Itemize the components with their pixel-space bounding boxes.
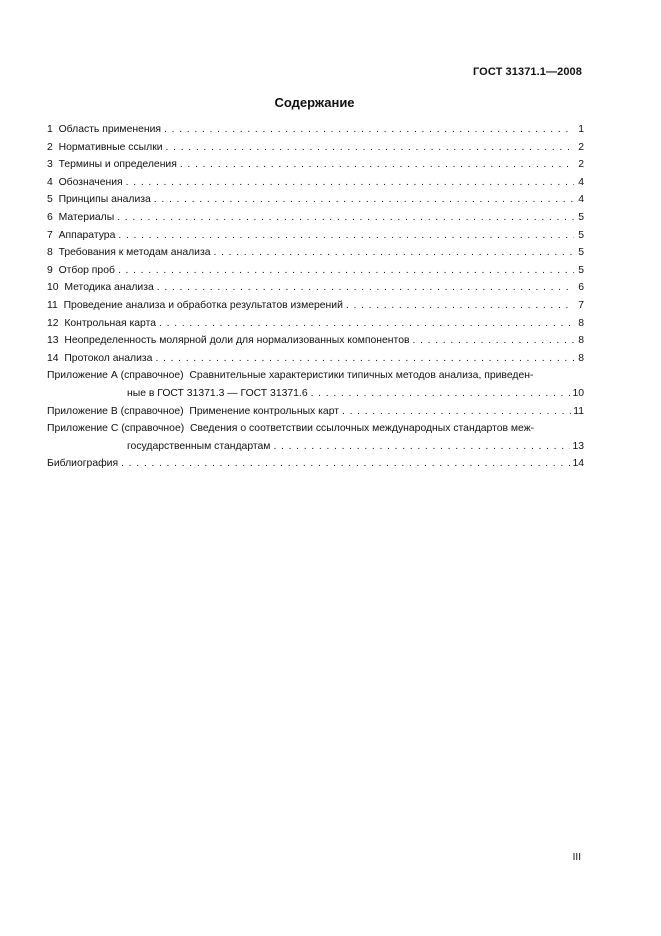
toc-entry-7[interactable]	[47, 227, 584, 245]
bibliography-title: Библиография	[47, 458, 119, 470]
toc-number: 9	[47, 264, 53, 276]
toc-page: 7	[578, 299, 584, 311]
leader-dots	[180, 156, 574, 174]
annex-title-line2: ные в ГОСТ 31371.3 — ГОСТ 31371.6	[127, 387, 308, 399]
toc-number: 7	[47, 229, 53, 241]
annex-title-line1: Применение контрольных карт	[189, 405, 339, 417]
leader-dots	[346, 297, 574, 315]
leader-dots	[121, 455, 570, 473]
leader-dots	[166, 139, 574, 157]
toc-entry-4[interactable]	[47, 174, 584, 192]
toc-number: 14	[47, 352, 59, 364]
leader-dots	[214, 244, 574, 262]
leader-dots	[117, 209, 574, 227]
annex-title-line1: Сведения о соответствии ссылочных международных стандартов меж-	[189, 423, 535, 435]
leader-dots	[311, 385, 571, 403]
toc-entry-13[interactable]	[47, 332, 584, 350]
toc-entry-2[interactable]	[47, 139, 584, 157]
leader-dots	[159, 315, 574, 333]
leader-dots	[413, 332, 575, 350]
toc-number: 2	[47, 141, 53, 153]
toc-title: Область применения	[58, 124, 162, 135]
page-number: III	[572, 852, 581, 863]
toc-number: 6	[47, 211, 53, 223]
toc-page: 4	[578, 194, 584, 206]
toc-page: 8	[578, 352, 584, 364]
annex-label: Приложение А (справочное)	[47, 370, 184, 382]
toc-number: 12	[47, 317, 59, 329]
toc-title: Аппаратура	[58, 229, 116, 241]
leader-dots	[155, 350, 574, 368]
toc-number: 11	[47, 299, 58, 311]
annex-label: Приложение В (справочное)	[47, 405, 184, 417]
toc-number: 13	[47, 335, 59, 347]
toc-entry-8[interactable]	[47, 244, 584, 262]
toc-page: 13	[572, 440, 584, 452]
toc-annex-b[interactable]	[47, 403, 584, 421]
document-id: ГОСТ 31371.1—2008	[472, 66, 582, 78]
toc-entry-10[interactable]	[47, 279, 584, 297]
annex-title-line1: Сравнительные характеристики типичных методов анализа, приведен-	[189, 370, 534, 382]
toc-entry-6[interactable]	[47, 209, 584, 227]
toc-entry-5[interactable]	[47, 191, 584, 209]
toc-page: 2	[578, 159, 584, 171]
toc-title: Контрольная карта	[64, 317, 157, 329]
toc-title: Обозначения	[58, 176, 123, 188]
toc-number: 1	[47, 124, 53, 135]
toc-page: 8	[578, 335, 584, 347]
toc-number: 4	[47, 176, 53, 188]
toc-title: Протокол анализа	[64, 352, 153, 364]
toc-entry-14[interactable]	[47, 350, 584, 368]
toc-page: 14	[572, 458, 584, 470]
toc-number: 3	[47, 159, 53, 171]
toc-page: 4	[578, 176, 584, 188]
page-title: Содержание	[274, 95, 355, 110]
leader-dots	[118, 262, 574, 280]
toc-page: 5	[578, 229, 584, 241]
toc-annex-a[interactable]	[47, 367, 584, 402]
toc-entry-9[interactable]	[47, 262, 584, 280]
toc-page: 6	[578, 282, 584, 294]
toc-page: 11	[573, 405, 584, 417]
toc-title: Методика анализа	[64, 282, 154, 294]
leader-dots	[273, 438, 570, 456]
toc-title: Термины и определения	[58, 159, 177, 171]
toc-title: Проведение анализа и обработка результатов измерений	[63, 299, 343, 311]
toc-page: 10	[572, 387, 584, 399]
leader-dots	[126, 174, 574, 192]
toc-entry-12[interactable]	[47, 315, 584, 333]
toc-number: 5	[47, 194, 53, 206]
toc-title: Отбор проб	[58, 264, 115, 276]
toc-entry-3[interactable]	[47, 156, 584, 174]
toc-entry-1[interactable]	[47, 121, 584, 139]
toc-title: Требования к методам анализа	[58, 247, 211, 259]
annex-title-line2: государственным стандартам	[127, 440, 271, 452]
toc-title: Неопределенность молярной доли для нормализованных компонентов	[64, 335, 410, 347]
toc-entry-11[interactable]	[47, 297, 584, 315]
leader-dots	[118, 227, 574, 245]
toc-page: 2	[578, 141, 584, 153]
leader-dots	[154, 191, 574, 209]
toc-title: Принципы анализа	[58, 194, 151, 206]
toc-page: 5	[578, 211, 584, 223]
leader-dots	[157, 279, 574, 297]
toc-page: 5	[578, 264, 584, 276]
annex-label: Приложение С (справочное)	[47, 423, 185, 435]
toc-page: 8	[578, 317, 584, 329]
toc-bibliography[interactable]	[47, 455, 584, 473]
toc-page: 5	[578, 247, 584, 259]
toc-number: 10	[47, 282, 59, 294]
leader-dots	[164, 121, 574, 139]
toc-number: 8	[47, 247, 53, 259]
toc-annex-c[interactable]	[47, 420, 584, 455]
leader-dots	[342, 403, 571, 421]
toc-page: 1	[578, 124, 584, 135]
toc-title: Нормативные ссылки	[58, 141, 163, 153]
table-of-contents	[47, 121, 584, 473]
toc-title: Материалы	[58, 211, 115, 223]
